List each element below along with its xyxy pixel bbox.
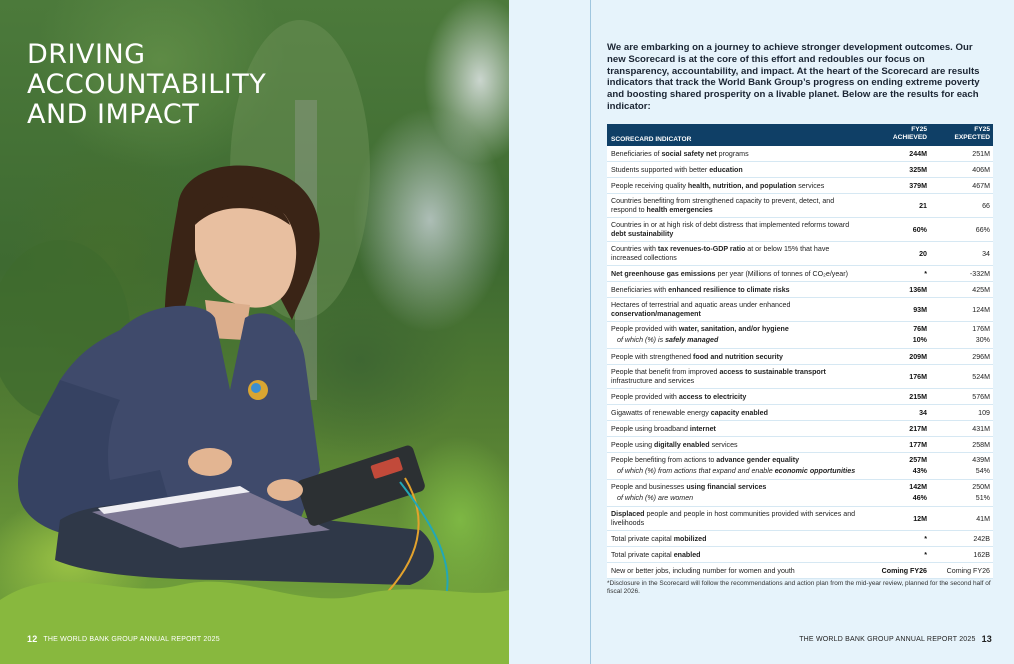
expected-value: 66%	[975, 226, 990, 234]
indicator-label	[611, 551, 861, 560]
expected-value: 258M	[972, 441, 990, 449]
expected-value: 124M	[972, 306, 990, 314]
right-page-number: 13	[981, 634, 992, 644]
expected-value: 576M	[972, 393, 990, 401]
header-achieved-label: ACHIEVED	[892, 134, 927, 142]
indicator-text-part: People provided with	[611, 393, 679, 401]
indicator-label	[611, 409, 861, 418]
expected-value: -332M	[969, 270, 990, 278]
indicator-text-part: advance gender equality	[716, 456, 800, 464]
indicator-label	[611, 286, 861, 295]
achieved-value: Coming FY26	[881, 567, 927, 575]
scorecard-row	[607, 298, 993, 322]
sub-indicator-label	[617, 494, 693, 503]
indicator-text-part: Net greenhouse gas emissions	[611, 270, 716, 278]
indicator-text-part: Countries with	[611, 245, 658, 253]
indicator-label	[611, 197, 861, 215]
indicator-text-part: enabled	[673, 551, 701, 559]
indicator-text-part: access to sustainable transport	[719, 368, 826, 376]
indicator-text-part: services	[709, 441, 738, 449]
sub-achieved-value: 46%	[912, 494, 927, 502]
page-divider-line	[590, 0, 591, 664]
indicator-text-part: People receiving quality	[611, 182, 688, 190]
achieved-value: 136M	[909, 286, 927, 294]
indicator-text-part: services	[796, 182, 825, 190]
indicator-text-part: New or better jobs, including number for women and youth	[611, 567, 795, 575]
indicator-text-part: debt sustainability	[611, 229, 674, 238]
achieved-value: 244M	[909, 150, 927, 158]
title-line-2: ACCOUNTABILITY	[27, 69, 267, 100]
achieved-value: 76M	[913, 325, 927, 333]
expected-value: 251M	[972, 150, 990, 158]
indicator-text-part: of which (%) are women	[617, 494, 694, 502]
indicator-text-part: People using	[611, 441, 654, 449]
scorecard-row	[607, 266, 993, 282]
indicator-text-part: People provided with	[611, 325, 679, 333]
indicator-text-part: per year (Millions of tonnes of CO₂e/year)	[715, 270, 848, 278]
expected-value: 176M	[972, 325, 990, 333]
expected-value: 524M	[972, 373, 990, 381]
indicator-text-part: health emergencies	[646, 205, 713, 214]
indicator-text-part: mobilized	[673, 535, 707, 543]
indicator-text-part: Total private capital	[611, 535, 674, 543]
indicator-text-part: Students supported with better	[611, 166, 710, 174]
indicator-text-part: People with strengthened	[611, 353, 694, 361]
indicator-text-part: internet	[689, 425, 716, 433]
expected-value: 439M	[972, 456, 990, 464]
expected-value: 406M	[972, 166, 990, 174]
indicator-label	[611, 483, 861, 492]
indicator-text-part: People using broadband	[611, 425, 690, 433]
indicator-label	[611, 221, 861, 239]
disclosure-footnote: *Disclosure in the Scorecard will follow the recommendations and action plan from the mid-year review, planned for the second half of fiscal 2026.	[607, 580, 991, 596]
indicator-text-part: digitally enabled	[654, 441, 710, 449]
indicator-text-part: education	[709, 166, 743, 174]
header-achieved-year: FY25	[911, 125, 927, 133]
indicator-label	[611, 325, 861, 334]
indicator-text-part: infrastructure and services	[611, 376, 695, 385]
scorecard-row	[607, 194, 993, 218]
indicator-text-part: using financial services	[686, 483, 767, 491]
scorecard-row	[607, 421, 993, 437]
indicator-text-part: of which (%) from actions that expand and enable	[617, 467, 775, 475]
indicator-label	[611, 567, 861, 576]
sub-expected-value: 51%	[975, 494, 990, 502]
sub-expected-value: 30%	[975, 336, 990, 344]
scorecard-row	[607, 322, 993, 349]
indicator-label	[611, 301, 861, 319]
scorecard-row	[607, 507, 993, 531]
indicator-text-part: health, nutrition, and population	[687, 182, 797, 190]
intro-paragraph: We are embarking on a journey to achieve stronger development outcomes. Our new Scorecard is at the core of this effort and redoubles our focus on transparency, accountability, and impact. At the heart of the Scorecard are results indicators that track the World Bank Group’s progress on ending extreme poverty and boosting shared prosperity on a livable planet. Below are the results for each indicator:	[607, 42, 980, 112]
scorecard-row	[607, 453, 993, 480]
achieved-value: 21	[919, 202, 927, 210]
scorecard-header-row	[607, 124, 993, 146]
indicator-text-part: food and nutrition security	[693, 353, 783, 361]
indicator-label	[611, 441, 861, 450]
achieved-value: 12M	[913, 515, 927, 523]
indicator-text-part: People benefiting from actions to	[611, 456, 717, 464]
achieved-value: 34	[919, 409, 927, 417]
indicator-label	[611, 245, 861, 263]
scorecard-body	[607, 146, 993, 579]
header-expected-year: FY25	[974, 125, 990, 133]
expected-value: 467M	[972, 182, 990, 190]
indicator-text-part: programs	[716, 150, 749, 158]
indicator-text-part: social safety net	[661, 150, 717, 158]
indicator-text-part: water, sanitation, and/or hygiene	[678, 325, 789, 333]
indicator-label	[611, 393, 861, 402]
header-achieved	[893, 126, 927, 143]
achieved-value: 93M	[913, 306, 927, 314]
indicator-text-part: people and people in host communities provided with services and livelihoods	[611, 510, 856, 527]
expected-value: 242B	[973, 535, 990, 543]
header-expected-label: EXPECTED	[954, 134, 990, 142]
indicator-text-part: Hectares of terrestrial and aquatic areas under enhanced	[611, 301, 791, 309]
indicator-text-part: People and businesses	[611, 483, 687, 491]
achieved-value: 257M	[909, 456, 927, 464]
achieved-value: 142M	[909, 483, 927, 491]
scorecard-row	[607, 365, 993, 389]
indicator-text-part: Beneficiaries of	[611, 150, 662, 158]
indicator-text-part: Displaced	[611, 510, 645, 518]
scorecard-row	[607, 178, 993, 194]
achieved-value: 209M	[909, 353, 927, 361]
header-expected	[954, 126, 990, 143]
section-title	[27, 40, 327, 130]
expected-value: 162B	[973, 551, 990, 559]
scorecard-row	[607, 146, 993, 162]
achieved-value: *	[924, 551, 927, 559]
left-page-number: 12	[27, 634, 38, 644]
right-page	[509, 0, 1014, 664]
header-indicator: SCORECARD INDICATOR	[611, 136, 692, 143]
indicator-text-part: tax revenues-to-GDP ratio	[657, 245, 746, 253]
scorecard-row	[607, 218, 993, 242]
achieved-value: *	[924, 535, 927, 543]
scorecard-row	[607, 547, 993, 563]
achieved-value: 379M	[909, 182, 927, 190]
indicator-text-part: Total private capital	[611, 551, 674, 559]
indicator-text-part: at or below 15% that have increased collections	[611, 245, 830, 262]
indicator-text-part: economic opportunities	[774, 467, 856, 475]
scorecard-row	[607, 437, 993, 453]
indicator-text-part: Gigawatts of renewable energy	[611, 409, 711, 417]
indicator-text-part: People that benefit from improved	[611, 368, 720, 376]
indicator-label	[611, 166, 861, 175]
right-footer-text: THE WORLD BANK GROUP ANNUAL REPORT 2025	[799, 636, 976, 643]
indicator-text-part: enhanced resilience to climate risks	[668, 286, 790, 294]
indicator-label	[611, 510, 861, 528]
indicator-label	[611, 368, 861, 386]
indicator-label	[611, 425, 861, 434]
scorecard-row	[607, 242, 993, 266]
sub-achieved-value: 43%	[912, 467, 927, 475]
achieved-value: 215M	[909, 393, 927, 401]
indicator-text-part: Countries benefiting from strengthened capacity to prevent, detect, and respond to	[611, 197, 835, 214]
scorecard-row	[607, 480, 993, 507]
indicator-text-part: Beneficiaries with	[611, 286, 669, 294]
indicator-label	[611, 182, 861, 191]
left-page-footer	[27, 634, 220, 644]
title-line-3: AND IMPACT	[27, 99, 200, 130]
achieved-value: 217M	[909, 425, 927, 433]
expected-value: 34	[982, 250, 990, 258]
expected-value: 431M	[972, 425, 990, 433]
indicator-text-part: capacity enabled	[710, 409, 768, 417]
indicator-label	[611, 270, 861, 279]
expected-value: Coming FY26	[946, 567, 990, 575]
expected-value: 250M	[972, 483, 990, 491]
left-footer-text: THE WORLD BANK GROUP ANNUAL REPORT 2025	[43, 636, 220, 643]
scorecard-row	[607, 563, 993, 579]
indicator-text-part: access to electricity	[678, 393, 747, 401]
achieved-value: *	[924, 270, 927, 278]
scorecard-row	[607, 405, 993, 421]
scorecard-row	[607, 162, 993, 178]
scorecard-row	[607, 531, 993, 547]
right-page-footer	[799, 634, 992, 644]
indicator-text-part: safely managed	[665, 336, 719, 344]
indicator-label	[611, 535, 861, 544]
sub-expected-value: 54%	[975, 467, 990, 475]
achieved-value: 176M	[909, 373, 927, 381]
scorecard-row	[607, 349, 993, 365]
sub-indicator-label	[617, 467, 855, 476]
achieved-value: 20	[919, 250, 927, 258]
expected-value: 41M	[976, 515, 990, 523]
indicator-text-part: conservation/management	[611, 309, 701, 318]
scorecard-row	[607, 282, 993, 298]
indicator-label	[611, 456, 861, 465]
title-line-1: DRIVING	[27, 39, 146, 70]
expected-value: 425M	[972, 286, 990, 294]
achieved-value: 325M	[909, 166, 927, 174]
scorecard-table	[607, 124, 993, 579]
indicator-text-part: of which (%) is	[617, 336, 666, 344]
sub-achieved-value: 10%	[912, 336, 927, 344]
indicator-text-part: Countries in or at high risk of debt distress that implemented reforms toward	[611, 221, 850, 229]
scorecard-row	[607, 389, 993, 405]
expected-value: 296M	[972, 353, 990, 361]
expected-value: 109	[978, 409, 990, 417]
expected-value: 66	[982, 202, 990, 210]
achieved-value: 177M	[909, 441, 927, 449]
indicator-label	[611, 150, 861, 159]
achieved-value: 60%	[912, 226, 927, 234]
sub-indicator-label	[617, 336, 718, 345]
indicator-label	[611, 353, 861, 362]
